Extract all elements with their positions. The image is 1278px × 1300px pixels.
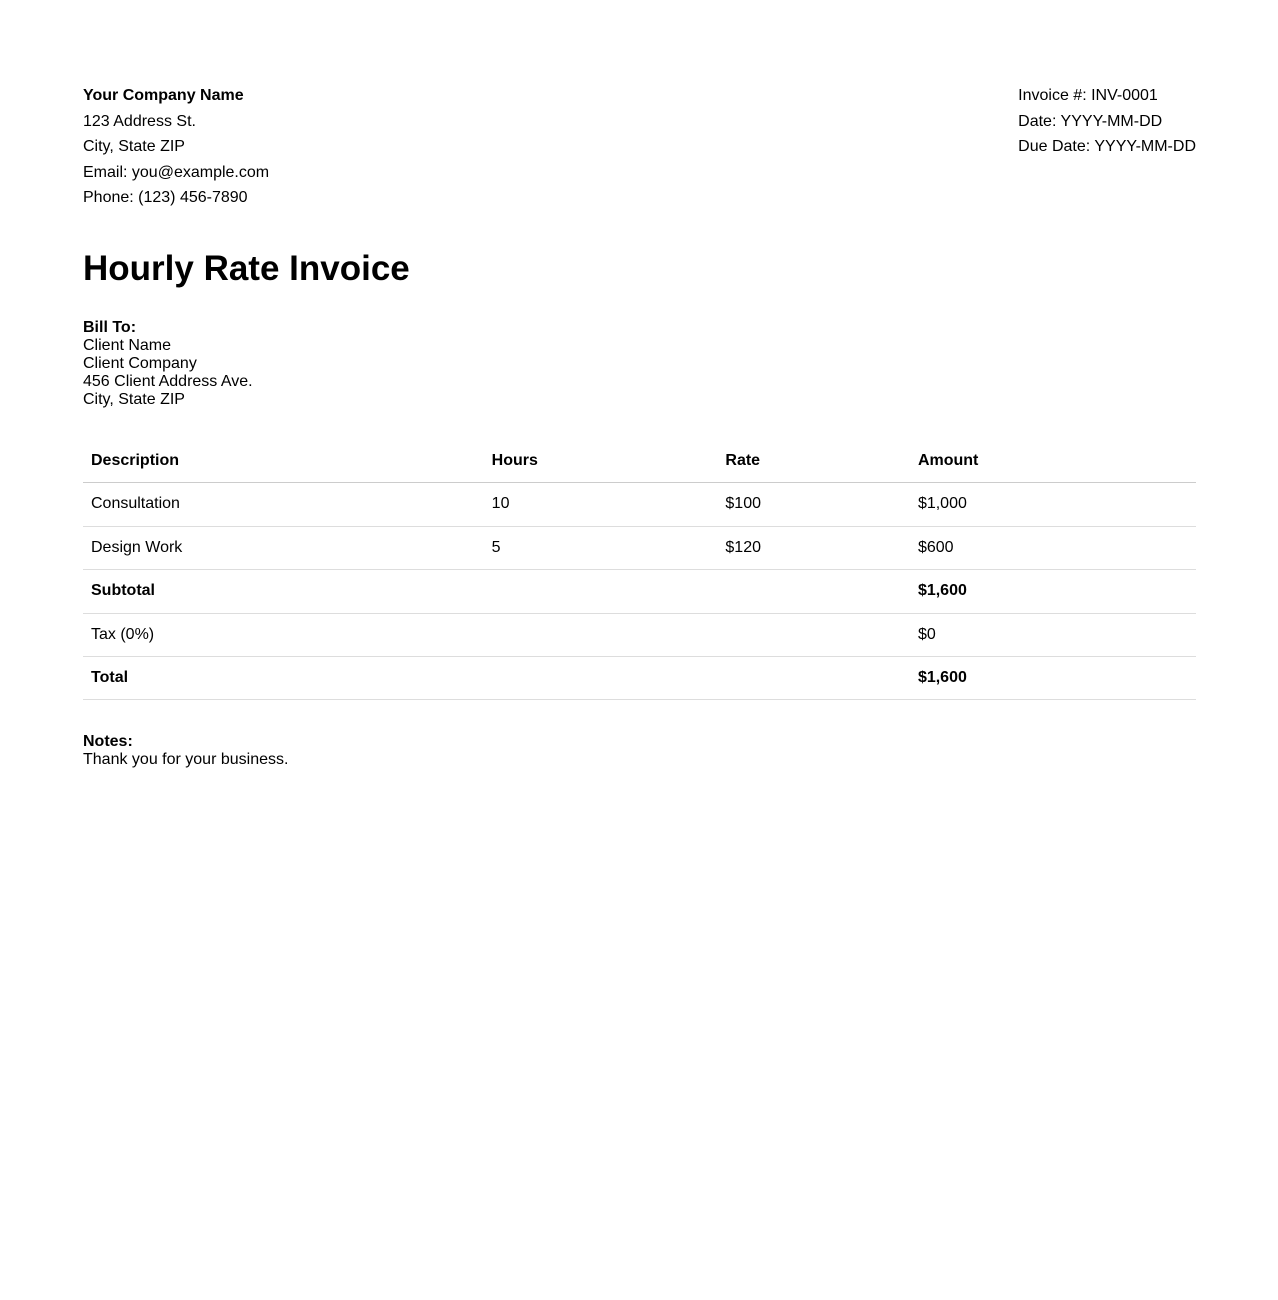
cell-description: Consultation (83, 483, 484, 526)
tax-value: $0 (910, 613, 1196, 656)
company-address-line1: 123 Address St. (83, 112, 196, 130)
page-title: Hourly Rate Invoice (83, 248, 410, 288)
notes-text: Thank you for your business. (83, 751, 289, 769)
cell-rate: $100 (717, 483, 910, 526)
notes-block (83, 733, 1196, 769)
subtotal-value: $1,600 (910, 570, 1196, 613)
bill-to-client-name: Client Name (83, 336, 172, 354)
invoice-date: Date: YYYY-MM-DD (1018, 112, 1163, 130)
tax-row (83, 613, 1196, 656)
bill-to-client-city: City, State ZIP (83, 390, 185, 408)
cell-amount: $1,000 (910, 483, 1196, 526)
invoice-due-date: Due Date: YYYY-MM-DD (1018, 138, 1196, 156)
table-body (83, 483, 1196, 570)
company-name: Your Company Name (83, 87, 244, 104)
cell-rate: $120 (717, 526, 910, 569)
company-phone: Phone: (123) 456-7890 (83, 189, 248, 207)
table-row (83, 526, 1196, 569)
total-value: $1,600 (910, 657, 1196, 700)
line-items-table (83, 440, 1196, 700)
bill-to-block (83, 319, 1196, 409)
total-label: Total (83, 657, 910, 700)
subtotal-row (83, 570, 1196, 613)
invoice-meta-block (1018, 83, 1196, 160)
total-row (83, 657, 1196, 700)
table-row (83, 483, 1196, 526)
column-header-hours: Hours (484, 440, 718, 483)
invoice-header (83, 83, 1196, 211)
subtotal-label: Subtotal (83, 570, 910, 613)
company-address-line2: City, State ZIP (83, 138, 185, 156)
cell-amount: $600 (910, 526, 1196, 569)
notes-label: Notes: (83, 733, 133, 751)
tax-label: Tax (0%) (83, 613, 910, 656)
cell-description: Design Work (83, 526, 484, 569)
company-email: Email: you@example.com (83, 163, 270, 181)
bill-to-client-company: Client Company (83, 354, 197, 372)
column-header-description: Description (83, 440, 484, 483)
table-header-row (83, 440, 1196, 483)
invoice-number: Invoice #: INV-0001 (1018, 87, 1158, 104)
column-header-amount: Amount (910, 440, 1196, 483)
column-header-rate: Rate (717, 440, 910, 483)
company-block (83, 83, 269, 211)
table-totals (83, 570, 1196, 700)
bill-to-client-address: 456 Client Address Ave. (83, 372, 253, 390)
cell-hours: 10 (484, 483, 718, 526)
cell-hours: 5 (484, 526, 718, 569)
bill-to-label: Bill To: (83, 318, 137, 336)
